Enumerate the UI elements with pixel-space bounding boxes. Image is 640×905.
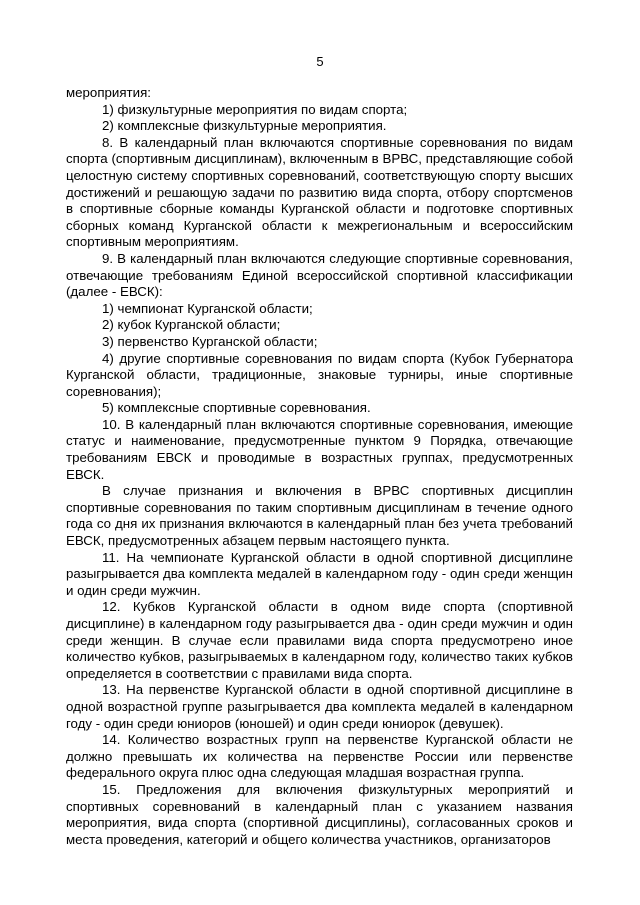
document-body xyxy=(66,85,573,848)
paragraph-clause-15: 15. Предложения для включения физкультурных мероприятий и спортивных соревнований в календарный план с указанием названия мероприятия, вида спорта (спортивной дисциплины), согласованных сроков и места проведения, категорий и общего количества участников, организаторов xyxy=(66,781,573,847)
paragraph-clause-9-item-1: 1) чемпионат Курганской области; xyxy=(102,300,313,316)
paragraph-clause-10-note: В случае признания и включения в ВРВС спортивных дисциплин спортивные соревнования по таким спортивным дисциплинам в течение одного года со дня их признания включаются в календарный план без учета требований ЕВСК, предусмотренных абзацем первым настоящего пункта. xyxy=(66,483,573,549)
paragraph-clause-14: 14. Количество возрастных групп на первенстве Курганской области не должно превышать их количества на первенстве России или первенстве федерального округа плюс одна следующая младшая возрастная группа. xyxy=(66,732,573,781)
paragraph-intro-continuation: мероприятия: xyxy=(66,85,151,100)
paragraph-list-item-1: 1) физкультурные мероприятия по видам спорта; xyxy=(102,101,408,117)
paragraph-clause-10: 10. В календарный план включаются спортивные соревнования, имеющие статус и наименование, предусмотренные пунктом 9 Порядка, отвечающие требованиям ЕВСК и проводимые в возрастных группах, предусмотренных ЕВСК. xyxy=(66,416,573,482)
paragraph-clause-9-item-2: 2) кубок Курганской области; xyxy=(102,317,281,333)
paragraph-clause-9-item-5: 5) комплексные спортивные соревнования. xyxy=(102,400,371,416)
paragraph-clause-9: 9. В календарный план включаются следующие спортивные соревнования, отвечающие требованиям Единой всероссийской спортивной классификации (далее - ЕВСК): xyxy=(66,250,573,300)
paragraph-clause-8: 8. В календарный план включаются спортивные соревнования по видам спорта (спортивным дисциплинам), включенным в ВРВС, представляющие собой целостную систему спортивных соревнований, соответствующую спорту высших достижений и решающую задачи по развитию вида спорта, отбору спортсменов в спортивные сборные команды Курганской области и подготовке спортивных сборных команд Курганской области к межрегиональным и всероссийским спортивным мероприятиям. xyxy=(66,134,573,250)
paragraph-clause-11: 11. На чемпионате Курганской области в одной спортивной дисциплине разыгрывается два комплекта медалей в календарном году - один среди женщин и один среди мужчин. xyxy=(66,549,573,598)
paragraph-clause-13: 13. На первенстве Курганской области в одной спортивной дисциплине в одной возрастной группе разыгрывается два комплекта медалей в календарном году - один среди юниоров (юношей) и один среди юниорок (девушек). xyxy=(66,682,573,731)
paragraph-clause-9-item-3: 3) первенство Курганской области; xyxy=(102,333,318,349)
paragraph-clause-9-item-4: 4) другие спортивные соревнования по видам спорта (Кубок Губернатора Курганской области, традиционные, знаковые турниры, иные спортивные соревнования); xyxy=(66,350,573,399)
paragraph-clause-12: 12. Кубков Курганской области в одном виде спорта (спортивной дисциплине) в календарном году разыгрывается два - один среди мужчин и один среди женщин. В случае если правилами вида спорта предусмотрено иное количество кубков, разыгрываемых в календарном году, количество таких кубков определяется в соответствии с правилами вида спорта. xyxy=(66,599,573,681)
paragraph-list-item-2: 2) комплексные физкультурные мероприятия. xyxy=(102,118,387,134)
page-number: 5 xyxy=(316,54,324,69)
